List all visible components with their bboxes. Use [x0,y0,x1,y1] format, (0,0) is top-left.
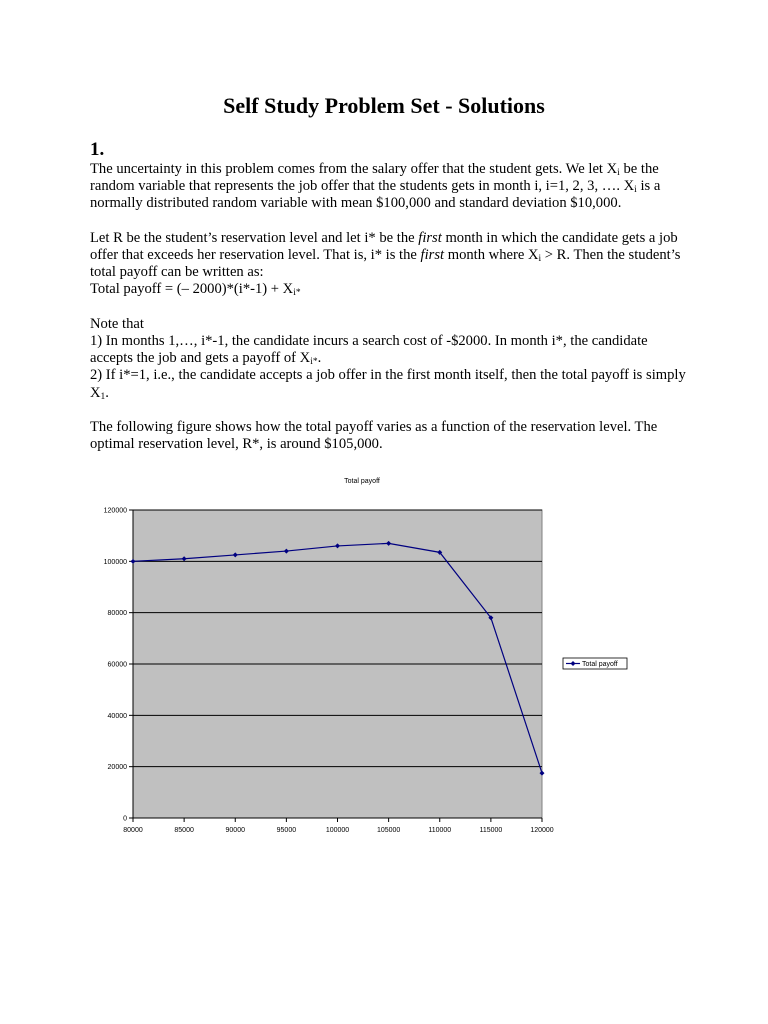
subscript: i [634,185,637,196]
y-tick-label: 80000 [107,610,127,618]
paragraph-figure-intro: The following figure shows how the total payoff varies as a function of the reservation level. The optimal reservation level, R*, is around $105,000. [90,419,658,453]
y-tick-label: 120000 [103,507,127,515]
text-run: The uncertainty in this problem comes from the salary offer that the student gets. We let X [90,161,618,177]
subscript: i [538,254,542,264]
payoff-chart [0,490,768,850]
note-intro: Note that [90,315,144,332]
y-tick-label: 60000 [107,661,127,669]
subscript: i [617,168,620,178]
emphasis: first [418,229,442,246]
y-tick-label: 40000 [107,712,127,720]
x-tick-label: 120000 [530,827,554,834]
x-tick-label: 105000 [376,827,401,834]
section-number: 1. [90,139,105,160]
note-item-1: 1) In months 1,…, i*-1, the candidate incurs a search cost of -$2000. In month i*, the candidate accepts the job and gets a payoff of X [90,333,648,367]
y-tick-label: 100000 [103,558,127,566]
page-title: Self Study Problem Set - Solutions [223,93,545,118]
x-tick-label: 80000 [123,827,143,834]
x-tick-label: 90000 [225,827,245,834]
paragraph-reservation [90,230,690,299]
payoff-formula: Total payoff = (– 2000)*(i*-1) + X [90,281,294,298]
emphasis: first [420,247,445,263]
paragraph-uncertainty [90,161,690,213]
note-item-2: 2) If i*=1, i.e., the candidate accepts a job offer in the first month itself, then the total payoff is simply X [90,367,686,401]
chart-title: Total payoff [344,478,380,485]
y-tick-label: 20000 [107,764,127,772]
x-tick-label: 100000 [325,827,350,834]
y-tick-label: 0 [123,815,127,823]
text-run: be the random variable that represents the job offer that the students gets in month i, i=1, 2, 3, …. X [90,161,659,195]
subscript: i* [293,288,301,299]
x-tick-label: 110000 [428,827,452,834]
text-run: month where X [444,247,539,263]
subscript: 1 [100,391,106,402]
text-run: . [317,350,322,367]
text-run: > R. Then the student’s total payoff can be written as: [90,247,681,281]
x-tick-label: 85000 [174,827,194,834]
subscript: i* [310,357,318,368]
text-run: month in which the candidate gets a job offer that exceeds her reservation level. That is, i* is the [90,229,678,263]
solution-body [90,161,690,471]
text-run: Let R be the student’s reservation level and let i* be the [90,229,419,246]
text-run: is a normally distributed random variable with mean $100,000 and standard deviation $10,000. [90,178,661,212]
paragraph-notes [90,316,690,402]
text-run: . [105,384,109,401]
x-tick-label: 115000 [479,827,503,834]
x-tick-label: 95000 [276,827,297,834]
legend-label: Total payoff [582,661,618,668]
